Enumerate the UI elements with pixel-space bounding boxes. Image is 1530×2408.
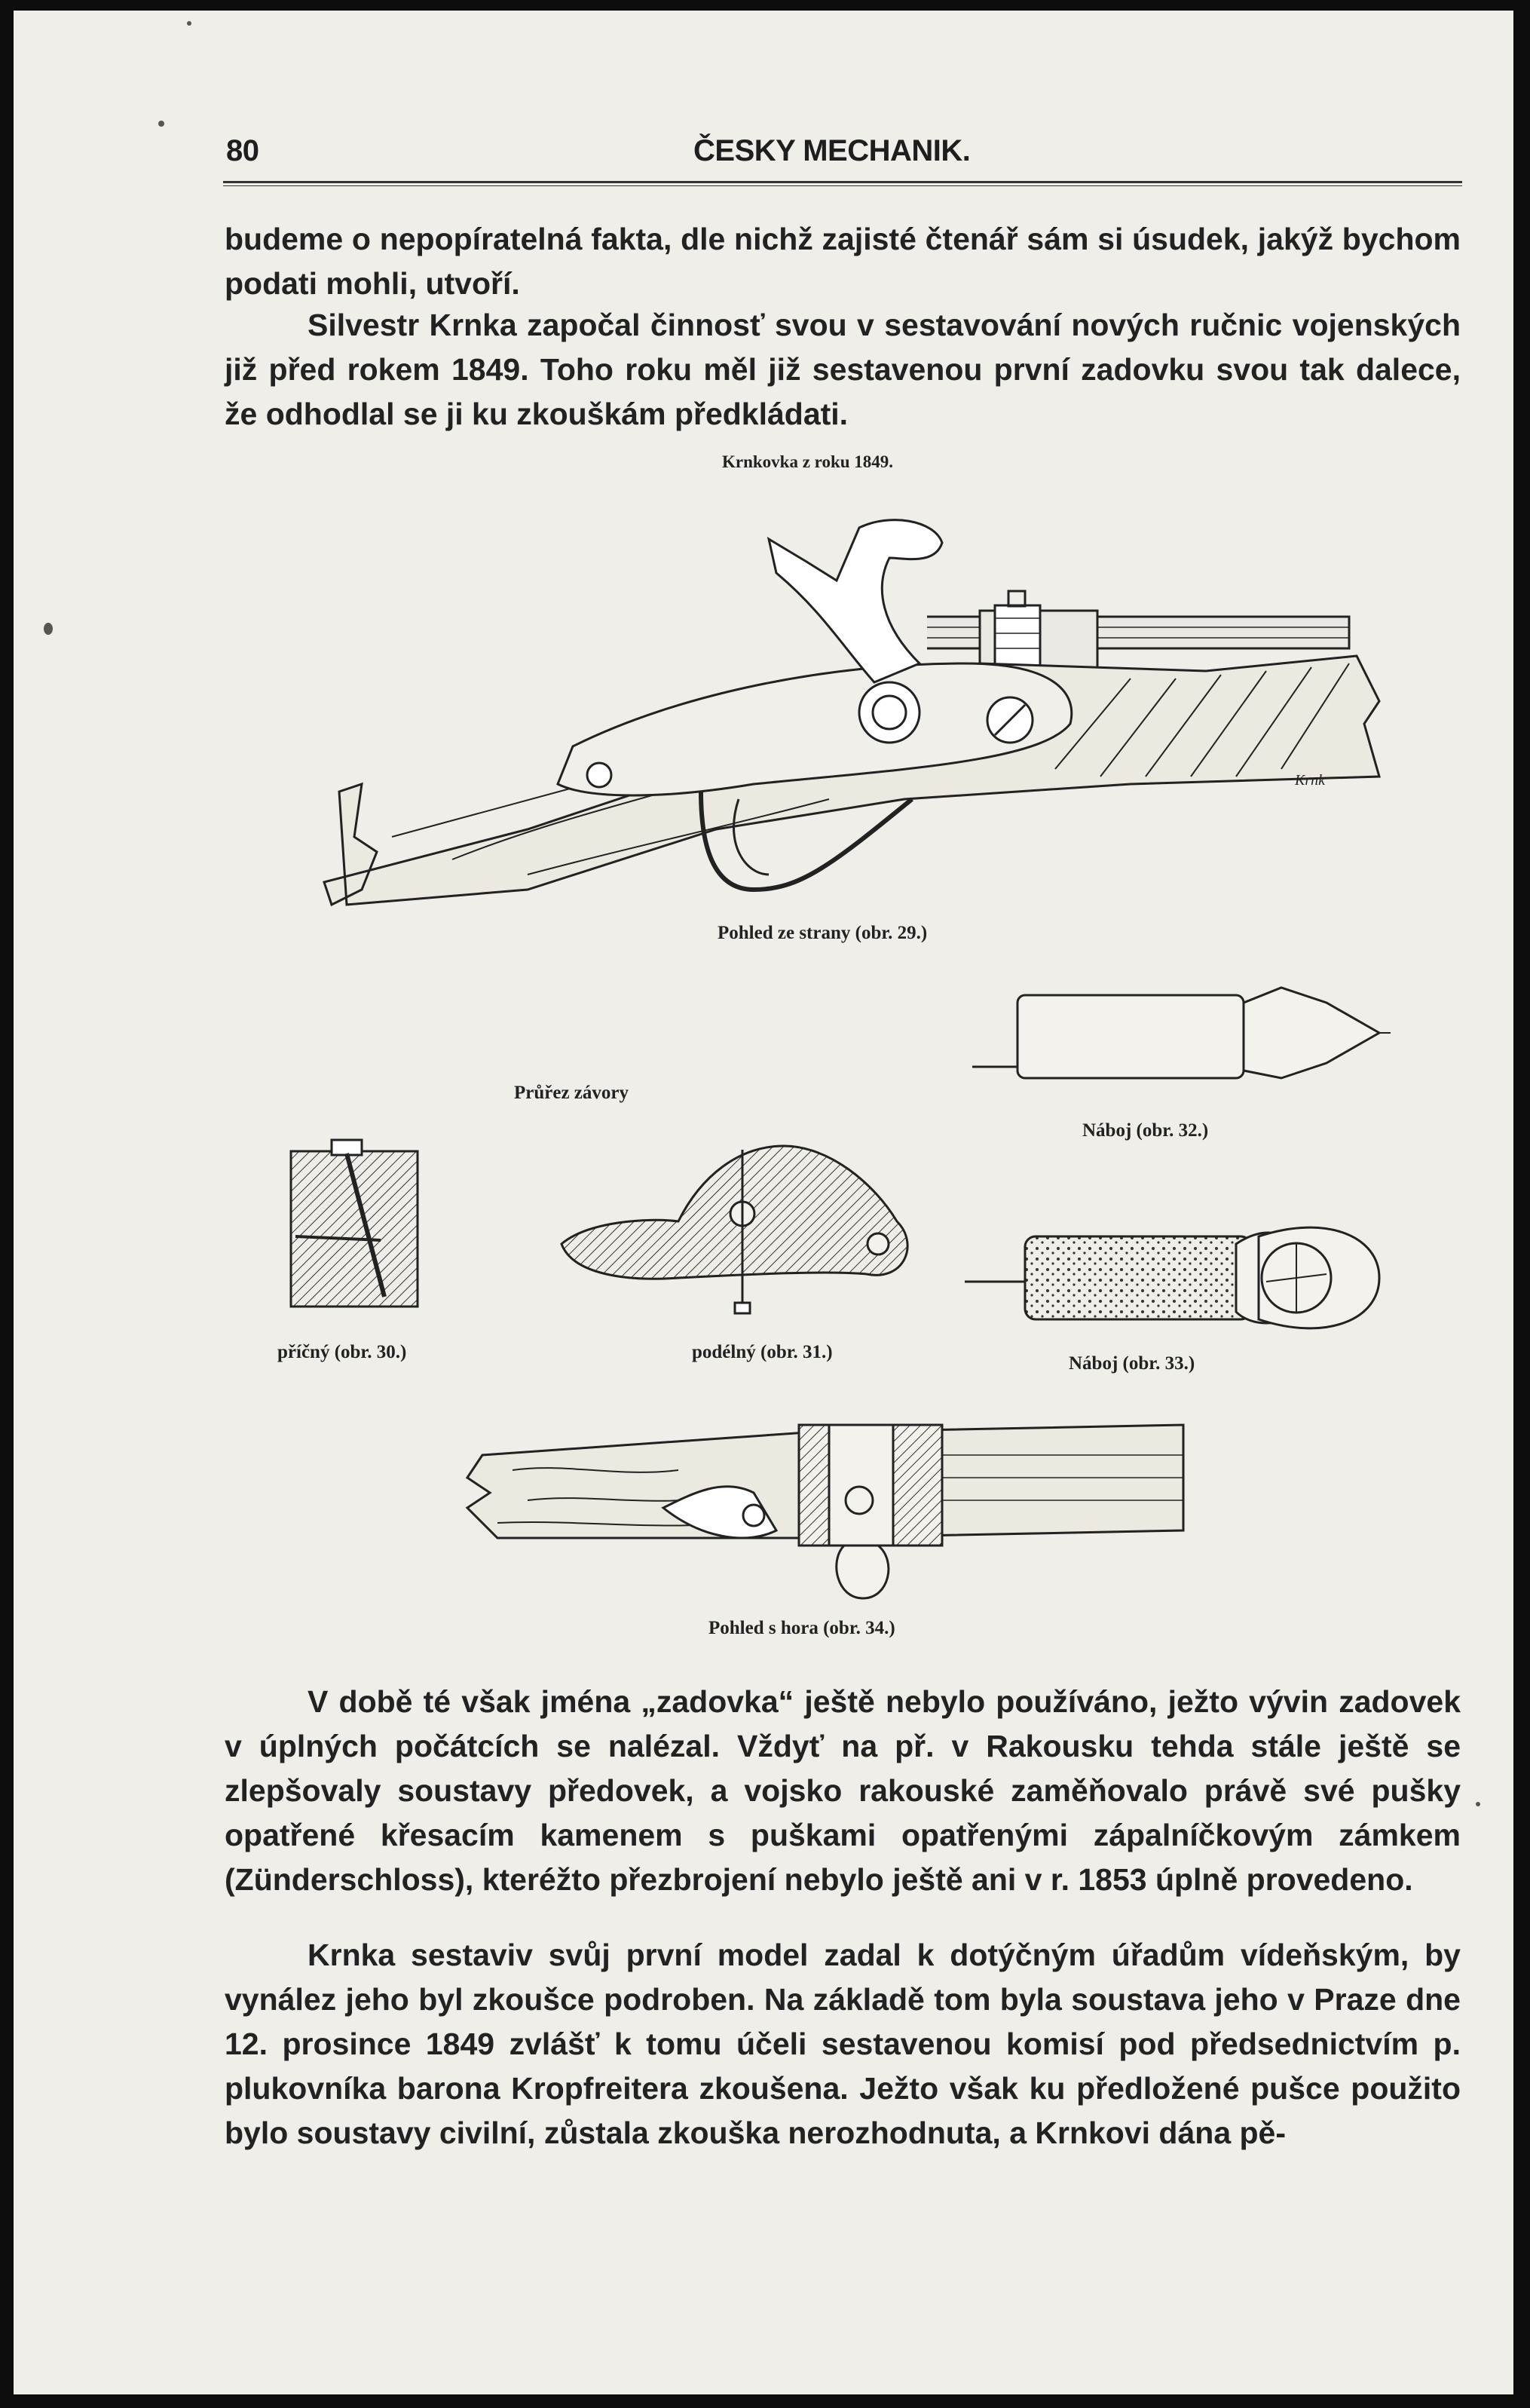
transverse-section-caption: příčný (obr. 30.) xyxy=(277,1342,407,1362)
top-view-caption: Pohled s hora (obr. 34.) xyxy=(708,1618,895,1638)
paper-speck xyxy=(158,121,164,127)
figure-title: Krnkovka z roku 1849. xyxy=(722,452,894,471)
cartridge-32-drawing xyxy=(972,988,1391,1078)
running-title: ČESKY MECHANIK. xyxy=(693,134,971,167)
page-number: 80 xyxy=(226,134,259,167)
cartridge-33-drawing xyxy=(965,1227,1379,1328)
cartridge-33-caption: Náboj (obr. 33.) xyxy=(1069,1353,1195,1374)
paragraph-2: Silvestr Krnka započal činnosť svou v sestavování nových ručnic vojenských již před rokem 1849. Toho roku měl již sestavenou první zadovku svou tak dalece, že odhodlal se ji ku zkouškám předkládati. xyxy=(225,308,1461,431)
paragraph-3: V době té však jména „zadovka“ ještě nebylo používáno, ježto vývin zadovek v úplných počátcích se nalézal. Vždyť na př. v Rakousku tehda stále ještě se zlepšovaly soustavy předovek, a vojsko rakouské zaměňovalo právě své pušky opatřené křesacím kamenem s puškami opatřenými zápalníčkovým zámkem (Zünderschloss), kteréžto přezbrojení nebylo ještě ani v r. 1853 úplně provedeno. xyxy=(225,1684,1461,1897)
longitudinal-section-drawing xyxy=(562,1146,907,1313)
cross-section-heading: Průřez závory xyxy=(514,1083,629,1103)
paper-speck xyxy=(187,21,191,26)
engraver-signature: Krnk xyxy=(1295,772,1325,789)
side-view-caption: Pohled ze strany (obr. 29.) xyxy=(718,923,928,943)
side-view-rifle-drawing xyxy=(324,520,1379,905)
longitudinal-section-caption: podélný (obr. 31.) xyxy=(692,1342,833,1362)
paper-speck xyxy=(44,623,53,635)
cartridge-32-caption: Náboj (obr. 32.) xyxy=(1082,1120,1209,1141)
paragraph-1: budeme o nepopíratelná fakta, dle nichž zajisté čtenář sám si úsudek, jakýž bychom podati mohli, utvoří. xyxy=(225,222,1461,301)
paper-speck xyxy=(1476,1802,1480,1806)
top-view-rifle-drawing xyxy=(467,1425,1183,1598)
paragraph-4: Krnka sestaviv svůj první model zadal k dotýčným úřadům vídeňským, by vynález jeho byl zkoušce podroben. Na základě tom byla soustava jeho v Praze dne 12. prosince 1849 zvlášť k tomu účeli sestavenou komisí pod předsednictvím p. plukovníka barona Kropfreitera zkoušena. Ježto však ku předložené pušce použito bylo soustavy civilní, zůstala zkouška nerozhodnuta, a Krnkovi dána pě- xyxy=(225,1938,1461,2150)
transverse-section-drawing xyxy=(291,1140,418,1307)
